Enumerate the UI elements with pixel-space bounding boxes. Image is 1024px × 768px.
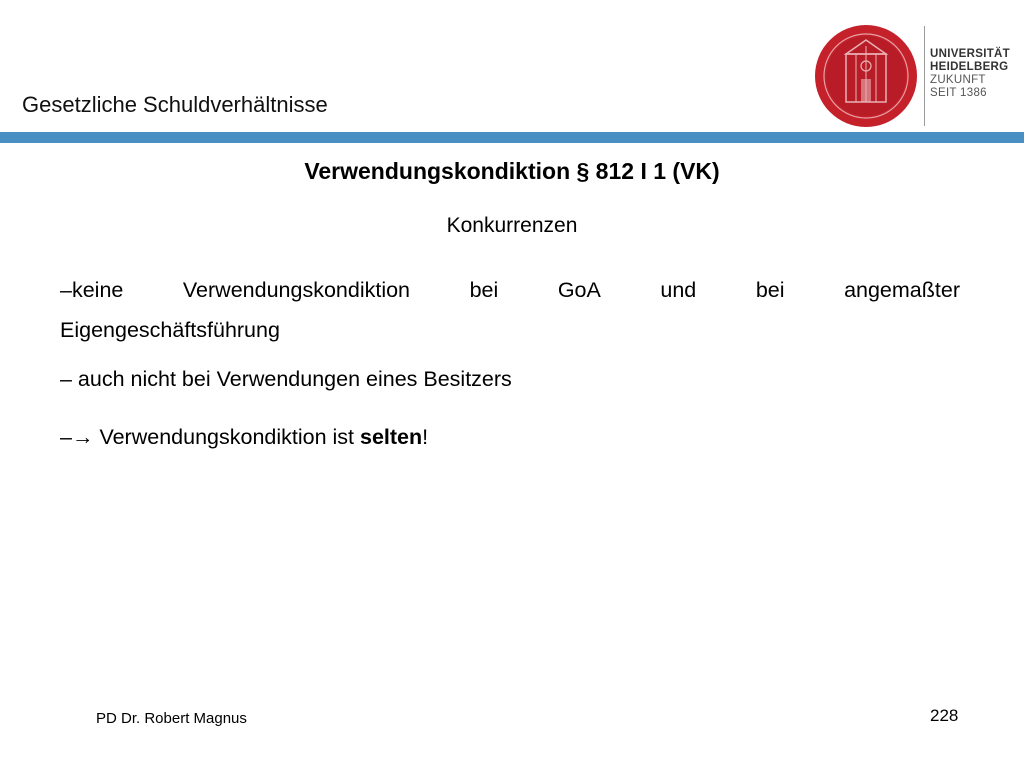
slide-subtitle: Konkurrenzen bbox=[446, 214, 578, 237]
paragraph-1-line-2: Eigengeschäftsführung bbox=[60, 318, 280, 342]
emphasis-selten: selten bbox=[360, 425, 423, 449]
dash: – bbox=[60, 425, 72, 449]
footer-author: PD Dr. Robert Magnus bbox=[96, 710, 247, 727]
logo-line-zukunft: ZUKUNFT bbox=[930, 74, 986, 86]
paragraph-3-text: Verwendungskondiktion ist bbox=[93, 425, 360, 449]
exclamation: ! bbox=[422, 425, 429, 449]
word: und bbox=[660, 278, 697, 302]
paragraph-2: – auch nicht bei Verwendungen eines Besitzers bbox=[60, 367, 512, 391]
logo-line-seit: SEIT 1386 bbox=[930, 87, 987, 99]
paragraph-1 bbox=[60, 270, 960, 350]
word: Verwendungskondiktion bbox=[182, 278, 411, 302]
logo bbox=[808, 20, 1013, 130]
logo-divider bbox=[924, 26, 925, 126]
header-title: Gesetzliche Schuldverhältnisse bbox=[22, 92, 328, 117]
word: angemaßter bbox=[844, 278, 960, 302]
page-number: 228 bbox=[930, 706, 959, 725]
arrow-right-icon: → bbox=[71, 425, 94, 449]
header-bar bbox=[0, 132, 1024, 143]
logo-line-universitaet: UNIVERSITÄT bbox=[930, 48, 1010, 60]
logo-text bbox=[930, 48, 1020, 100]
logo-line-heidelberg: HEIDELBERG bbox=[930, 61, 1009, 73]
university-seal-icon bbox=[814, 24, 918, 128]
slide-title: Verwendungskondiktion § 812 I 1 (VK) bbox=[304, 158, 720, 184]
paragraph-3 bbox=[60, 425, 960, 450]
word: –keine bbox=[60, 278, 124, 302]
word: bei bbox=[755, 278, 785, 302]
word: bei bbox=[469, 278, 499, 302]
paragraph-1-line-1 bbox=[60, 270, 960, 310]
word: GoA bbox=[557, 278, 601, 302]
